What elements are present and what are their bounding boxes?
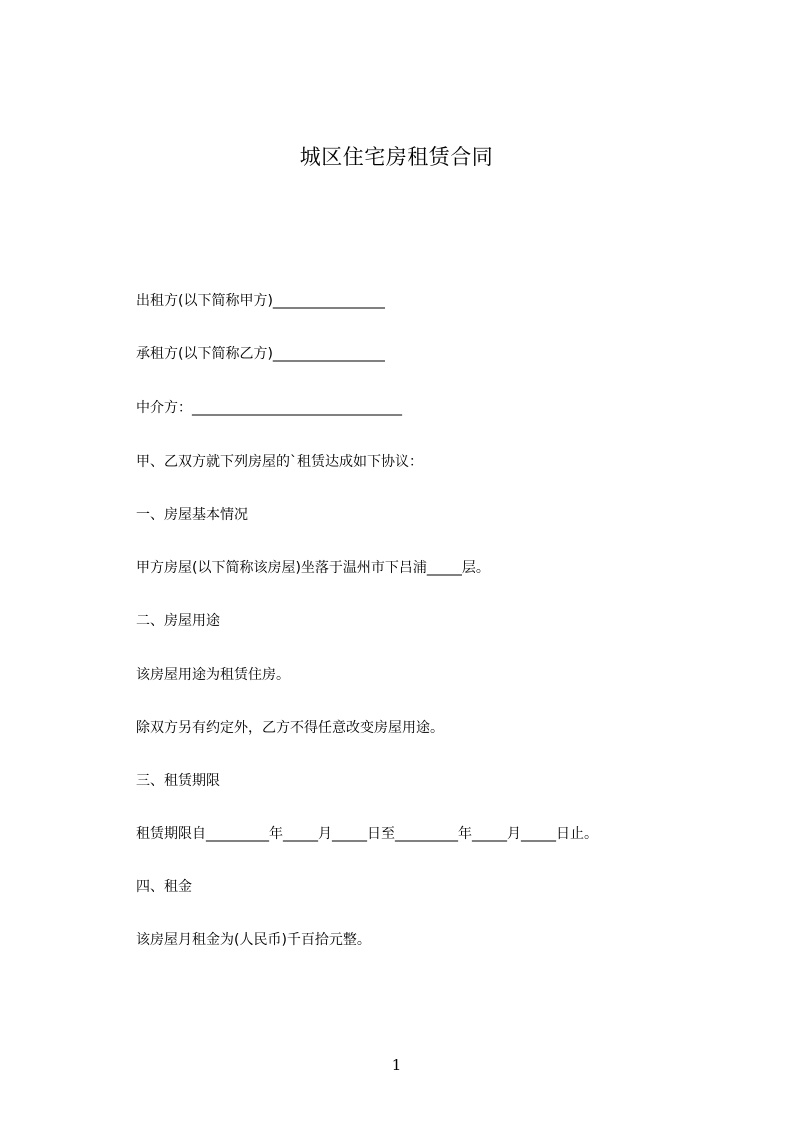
page-number: 1 bbox=[391, 1056, 402, 1074]
section-heading-4: 四、租金 bbox=[136, 879, 192, 895]
monthly-rent: 该房屋月租金为(人民币)千百拾元整。 bbox=[136, 932, 371, 948]
section-heading-1: 一、房屋基本情况 bbox=[136, 507, 248, 523]
agent-line: 中介方：______________________________ bbox=[136, 400, 402, 416]
agreement-intro: 甲、乙双方就下列房屋的`租赁达成如下协议： bbox=[136, 454, 423, 470]
lessee-line: 承租方(以下简称乙方)________________ bbox=[136, 346, 385, 362]
property-use: 该房屋用途为租赁住房。 bbox=[136, 667, 290, 683]
section-heading-3: 三、租赁期限 bbox=[136, 773, 220, 789]
property-location: 甲方房屋(以下简称该房屋)坐落于温州市下吕浦_____层。 bbox=[136, 560, 490, 576]
section-heading-2: 二、房屋用途 bbox=[136, 613, 220, 629]
lease-term: 租赁期限自_________年_____月_____日至_________年_____月_____日止。 bbox=[136, 826, 598, 842]
document-title: 城区住宅房租赁合同 bbox=[299, 145, 494, 169]
lessor-line: 出租方(以下简称甲方)________________ bbox=[136, 293, 385, 309]
use-restriction: 除双方另有约定外，乙方不得任意改变房屋用途。 bbox=[136, 720, 444, 736]
